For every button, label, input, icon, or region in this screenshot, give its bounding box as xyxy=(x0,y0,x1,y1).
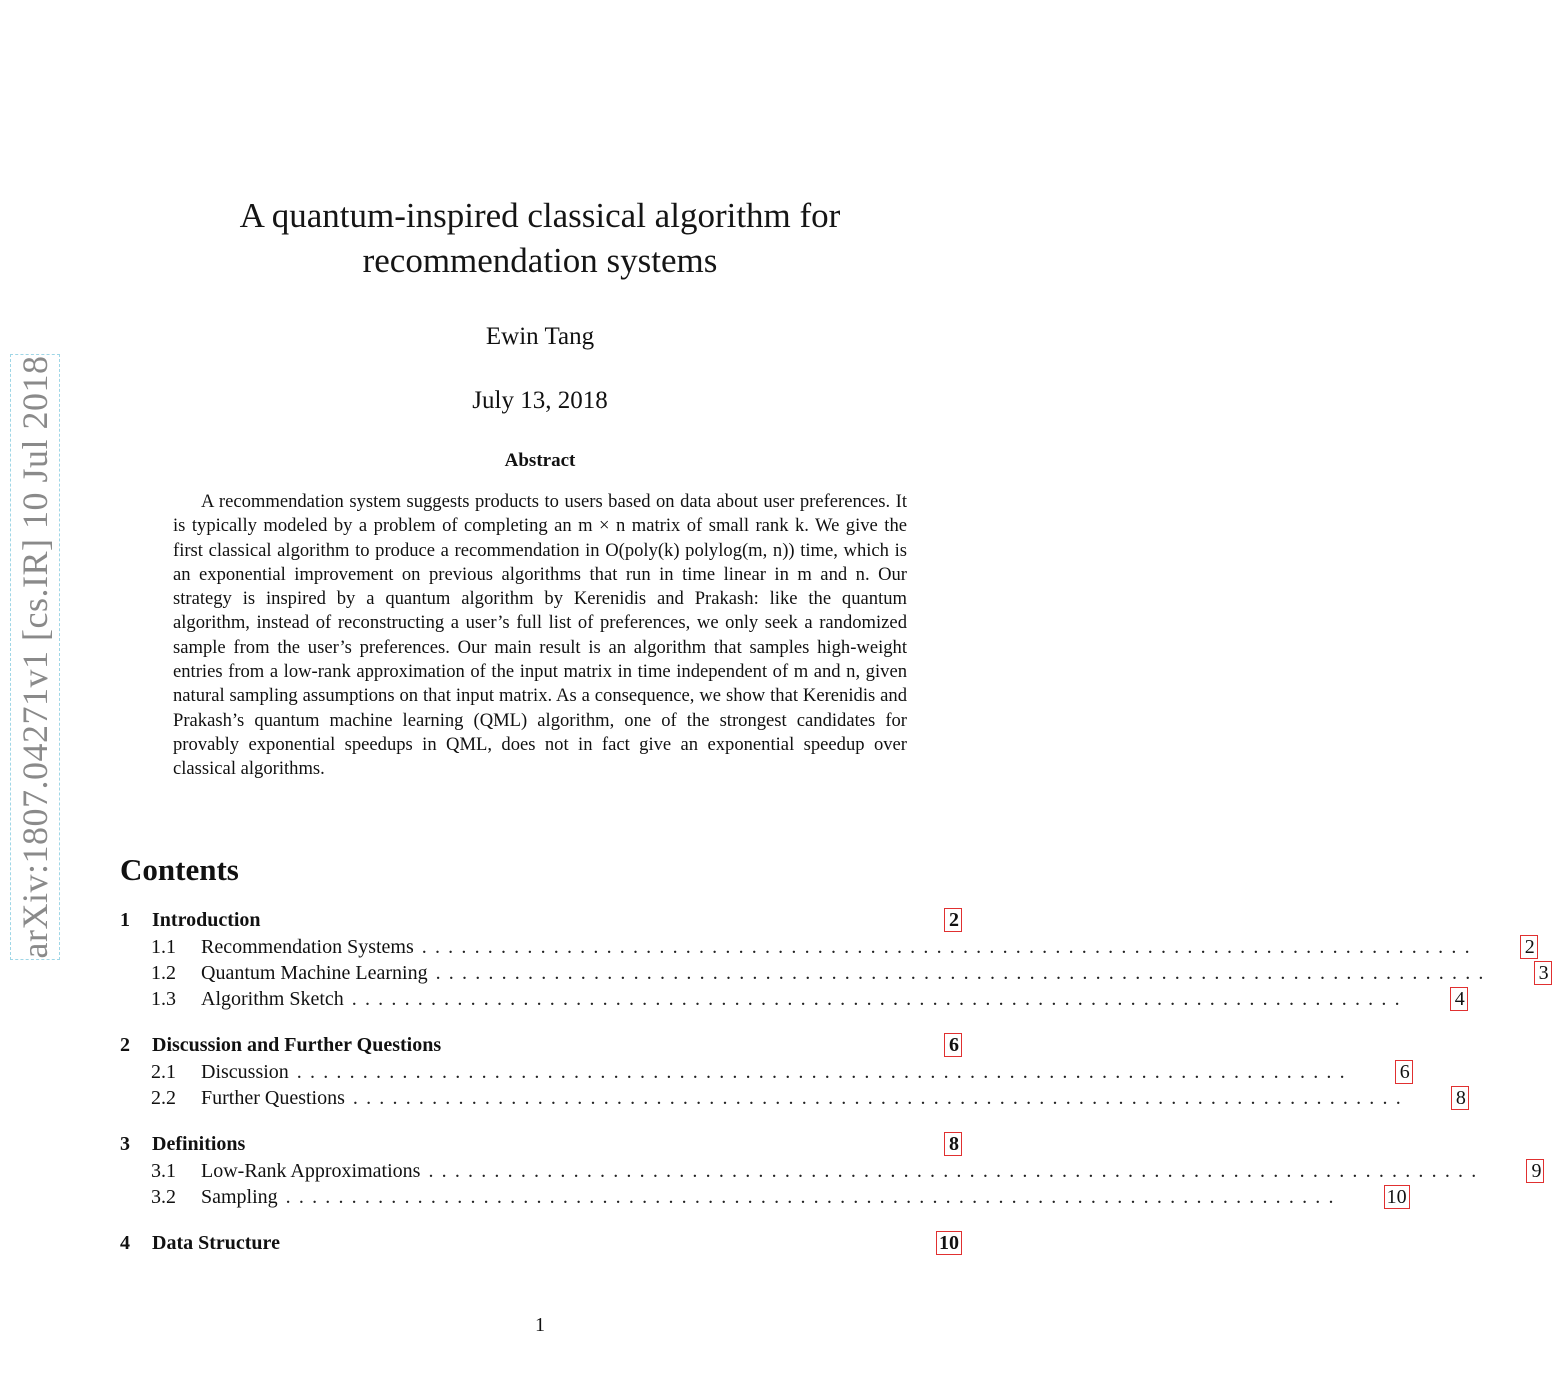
toc-page-link[interactable]: 2 xyxy=(1520,935,1538,959)
toc-page-link[interactable]: 3 xyxy=(1534,961,1552,985)
toc-entry-title[interactable]: Discussion and Further Questions xyxy=(152,1034,442,1056)
toc-entry[interactable] xyxy=(120,987,1465,1013)
arxiv-identifier-text: arXiv:1807.04271v1 [cs.IR] 10 Jul 2018 xyxy=(15,355,55,959)
toc-entry-number: 3 xyxy=(120,1133,130,1155)
arxiv-identifier-stamp[interactable] xyxy=(10,354,60,960)
toc-entry[interactable] xyxy=(120,908,962,934)
toc-entry-title[interactable]: Quantum Machine Learning xyxy=(201,962,428,984)
toc-entry[interactable] xyxy=(120,935,1535,961)
toc-page-link[interactable]: 10 xyxy=(936,1231,962,1255)
toc-entry-number: 1.1 xyxy=(151,936,176,958)
toc-entry-title[interactable]: Discussion xyxy=(201,1061,289,1083)
toc-entry-number: 3.2 xyxy=(151,1186,176,1208)
toc-dot-leader: ................................................................................ xyxy=(285,1186,1342,1208)
paper-title xyxy=(140,193,940,283)
toc-page-link[interactable]: 8 xyxy=(1451,1086,1469,1110)
paper-title-line-1: A quantum-inspired classical algorithm for xyxy=(239,196,841,235)
toc-entry[interactable] xyxy=(120,1033,962,1059)
toc-page-link[interactable]: 8 xyxy=(944,1132,962,1156)
toc-dot-leader: ................................................................................ xyxy=(352,1087,1409,1109)
toc-entry-title[interactable]: Low-Rank Approximations xyxy=(201,1160,421,1182)
toc-entry[interactable] xyxy=(120,1231,962,1257)
toc-page-link[interactable]: 4 xyxy=(1450,987,1468,1011)
toc-dot-leader: ................................................................................ xyxy=(421,936,1478,958)
toc-entry-number: 1.3 xyxy=(151,988,176,1010)
contents-heading: Contents xyxy=(120,852,239,887)
toc-entry-number: 1 xyxy=(120,909,130,931)
paper-title-line-2: recommendation systems xyxy=(362,241,718,280)
toc-dot-leader: ................................................................................ xyxy=(296,1061,1353,1083)
toc-entry[interactable] xyxy=(120,1159,1542,1185)
toc-entry-title[interactable]: Further Questions xyxy=(201,1087,345,1109)
toc-entry-title[interactable]: Definitions xyxy=(152,1133,246,1155)
toc-page-link[interactable]: 6 xyxy=(944,1033,962,1057)
toc-entry[interactable] xyxy=(120,961,1549,987)
abstract-heading: Abstract xyxy=(504,450,576,471)
toc-page-link[interactable]: 10 xyxy=(1384,1185,1410,1209)
publication-date: July 13, 2018 xyxy=(472,387,608,414)
toc-page-link[interactable]: 9 xyxy=(1526,1159,1544,1183)
toc-entry-title[interactable]: Data Structure xyxy=(152,1232,280,1254)
toc-entry-number: 2 xyxy=(120,1034,130,1056)
toc-entry-number: 3.1 xyxy=(151,1160,176,1182)
toc-entry-number: 2.2 xyxy=(151,1087,176,1109)
toc-entry-number: 1.2 xyxy=(151,962,176,984)
page-number: 1 xyxy=(535,1314,545,1336)
toc-entry-title[interactable]: Algorithm Sketch xyxy=(201,988,344,1010)
toc-dot-leader: ................................................................................ xyxy=(435,962,1492,984)
toc-entry[interactable] xyxy=(120,1185,1407,1211)
abstract-text: A recommendation system suggests products to users based on data about user preferences. It is typically modeled by a problem of completing an m × n matrix of small rank k. We give the first classical algorithm to produce a recommendation in O(poly(k) polylog(m, n)) time, which is an exponential improvement on previous algorithms that run in time linear in m and n. Our strategy is inspired by a quantum algorithm by Kerenidis and Prakash: like the quantum algorithm, instead of reconstructing a user’s full list of preferences, we only seek a randomized sample from the user’s preferences. Our main result is an algorithm that samples high-weight entries from a low-rank approximation of the input matrix in time independent of m and n, given natural sampling assumptions on that input matrix. As a consequence, we show that Kerenidis and Prakash’s quantum machine learning (QML) algorithm, one of the strongest candidates for provably exponential speedups in QML, does not in fact give an exponential speedup over classical algorithms. xyxy=(173,491,907,780)
toc-entry[interactable] xyxy=(120,1086,1466,1112)
toc-entry-title[interactable]: Recommendation Systems xyxy=(201,936,414,958)
toc-page-link[interactable]: 6 xyxy=(1395,1060,1413,1084)
toc-entry-title[interactable]: Sampling xyxy=(201,1186,278,1208)
toc-page-link[interactable]: 2 xyxy=(944,908,962,932)
toc-entry-title[interactable]: Introduction xyxy=(152,909,261,931)
toc-dot-leader: ................................................................................ xyxy=(351,988,1408,1010)
toc-dot-leader: ................................................................................ xyxy=(428,1160,1485,1182)
toc-entry-number: 4 xyxy=(120,1232,130,1254)
author-name: Ewin Tang xyxy=(485,323,595,350)
toc-entry[interactable] xyxy=(120,1132,962,1158)
toc-entry-number: 2.1 xyxy=(151,1061,176,1083)
toc-entry[interactable] xyxy=(120,1060,1410,1086)
